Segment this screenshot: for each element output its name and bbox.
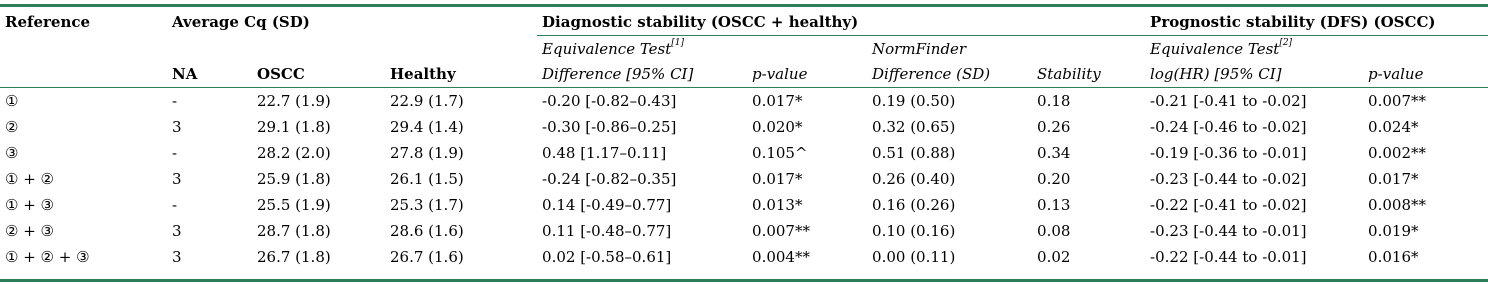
cell-na: 3 [172,170,182,188]
cell-pvalue-prog: 0.017* [1368,170,1419,188]
cell-loghr: -0.21 [-0.41 to -0.02] [1150,92,1307,110]
cell-reference: ① [5,92,19,110]
cell-diff-sd: 0.16 (0.26) [872,196,956,214]
table-row [0,166,1488,192]
table-row [0,218,1488,244]
cell-diff-ci: -0.30 [-0.86–0.25] [542,118,677,136]
header-loghr: log(HR) [95% CI] [1145,61,1363,88]
table-row [0,140,1488,166]
cell-loghr: -0.24 [-0.46 to -0.02] [1150,118,1307,136]
cell-reference: ③ [5,144,19,162]
cell-loghr: -0.22 [-0.44 to -0.01] [1150,248,1307,266]
cell-pvalue-diag: 0.020* [752,118,803,136]
cell-healthy: 27.8 (1.9) [390,144,464,162]
cell-pvalue-diag: 0.017* [752,170,803,188]
cell-reference: ② + ③ [5,222,54,240]
table-row [0,244,1488,270]
header-pvalue-diag: p-value [747,61,867,88]
cell-loghr: -0.19 [-0.36 to -0.01] [1150,144,1307,162]
reference-stability-table [0,8,1488,270]
cell-oscc: 28.7 (1.8) [257,222,331,240]
cell-oscc: 29.1 (1.8) [257,118,331,136]
header-pvalue-prog: p-value [1363,61,1488,88]
cell-pvalue-diag: 0.105^ [752,144,808,162]
cell-stability: 0.13 [1037,196,1071,214]
cell-na: - [172,196,178,214]
cell-stability: 0.08 [1037,222,1071,240]
cell-na: 3 [172,248,182,266]
cell-diff-ci: 0.48 [1.17–0.11] [542,144,667,162]
cell-oscc: 25.5 (1.9) [257,196,331,214]
cell-diff-ci: -0.20 [-0.82–0.43] [542,92,677,110]
header-na: NA [167,61,252,88]
cell-oscc: 26.7 (1.8) [257,248,331,266]
cell-diff-sd: 0.10 (0.16) [872,222,956,240]
cell-healthy: 26.7 (1.6) [390,248,464,266]
cell-diff-ci: -0.24 [-0.82–0.35] [542,170,677,188]
cell-loghr: -0.23 [-0.44 to -0.02] [1150,170,1307,188]
cell-diff-sd: 0.26 (0.40) [872,170,956,188]
table-row [0,192,1488,218]
cell-diff-ci: 0.11 [-0.48–0.77] [542,222,672,240]
cell-loghr: -0.23 [-0.44 to -0.01] [1150,222,1307,240]
header-normfinder: NormFinder [872,39,967,58]
cell-stability: 0.02 [1037,248,1071,266]
cell-na: - [172,144,178,162]
header-prognostic: Prognostic stability (DFS) (OSCC) [1145,8,1488,36]
cell-na: 3 [172,118,182,136]
cell-diff-ci: 0.02 [-0.58–0.61] [542,248,672,266]
header-stability: Stability [1032,61,1145,88]
header-healthy: Healthy [385,61,537,88]
cell-stability: 0.26 [1037,118,1071,136]
cell-reference: ① + ② + ③ [5,248,90,266]
cell-diff-sd: 0.00 (0.11) [872,248,956,266]
cell-diff-sd: 0.51 (0.88) [872,144,956,162]
cell-reference: ① + ③ [5,196,54,214]
header-oscc: OSCC [252,61,385,88]
cell-oscc: 22.7 (1.9) [257,92,331,110]
cell-diff-sd: 0.32 (0.65) [872,118,956,136]
cell-diff-sd: 0.19 (0.50) [872,92,956,110]
table-row [0,114,1488,140]
top-rule [0,4,1488,7]
bottom-rule [0,279,1488,282]
cell-loghr: -0.22 [-0.41 to -0.02] [1150,196,1307,214]
cell-healthy: 25.3 (1.7) [390,196,464,214]
cell-pvalue-prog: 0.007** [1368,92,1426,110]
cell-reference: ② [5,118,19,136]
header-diagnostic: Diagnostic stability (OSCC + healthy) [537,8,1145,36]
cell-diff-ci: 0.14 [-0.49–0.77] [542,196,672,214]
cell-pvalue-prog: 0.016* [1368,248,1419,266]
header-diff-sd: Difference (SD) [867,61,1032,88]
cell-pvalue-diag: 0.017* [752,92,803,110]
cell-oscc: 28.2 (2.0) [257,144,331,162]
cell-stability: 0.20 [1037,170,1071,188]
cell-stability: 0.18 [1037,92,1071,110]
header-diff-ci: Difference [95% CI] [537,61,747,88]
cell-oscc: 25.9 (1.8) [257,170,331,188]
cell-healthy: 22.9 (1.7) [390,92,464,110]
header-equivalence-2: Equivalence Test[2] [1150,37,1293,58]
cell-na: - [172,92,178,110]
cell-na: 3 [172,222,182,240]
cell-pvalue-prog: 0.002** [1368,144,1426,162]
cell-healthy: 28.6 (1.6) [390,222,464,240]
cell-pvalue-prog: 0.019* [1368,222,1419,240]
cell-pvalue-prog: 0.008** [1368,196,1426,214]
header-equivalence-1: Equivalence Test[1] [542,37,685,58]
cell-pvalue-diag: 0.013* [752,196,803,214]
cell-healthy: 29.4 (1.4) [390,118,464,136]
cell-healthy: 26.1 (1.5) [390,170,464,188]
table-row [0,88,1488,115]
cell-pvalue-diag: 0.007** [752,222,810,240]
header-avg-cq: Average Cq (SD) [172,12,310,31]
cell-pvalue-prog: 0.024* [1368,118,1419,136]
cell-reference: ① + ② [5,170,54,188]
cell-pvalue-diag: 0.004** [752,248,810,266]
cell-stability: 0.34 [1037,144,1071,162]
header-reference: Reference [5,12,91,31]
